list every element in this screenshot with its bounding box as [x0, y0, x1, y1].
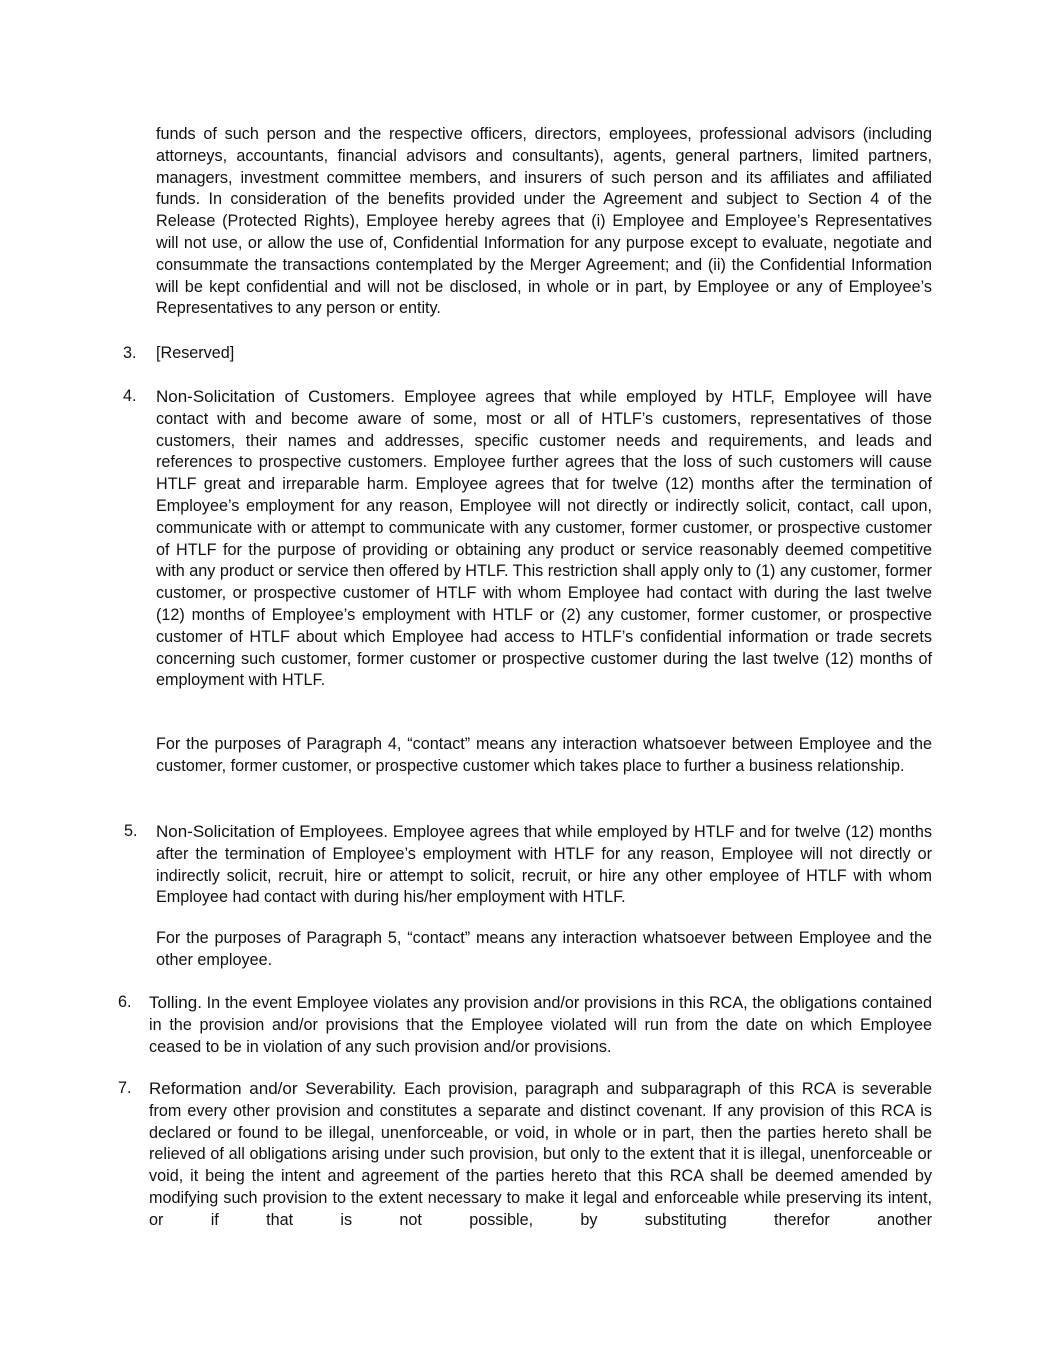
section-6-number: 6.	[118, 993, 132, 1011]
section-6-heading: Tolling.	[149, 993, 202, 1012]
section-7-number: 7.	[118, 1079, 132, 1097]
section-6-body	[149, 992, 932, 1058]
section-5-body	[156, 821, 932, 909]
section-4-number: 4.	[123, 387, 137, 405]
section-5-number: 5.	[124, 822, 138, 840]
section-5-heading: Non-Solicitation of Employees.	[156, 822, 389, 841]
section-7-body	[149, 1078, 932, 1232]
section-3-number: 3.	[123, 344, 137, 362]
section-7-heading: Reformation and/or Severability.	[149, 1079, 397, 1098]
intro-paragraph: funds of such person and the respective officers, directors, employees, professional advisors (including attorneys, accountants, financial advisors and consultants), agents, general partners, limited partners, managers, investment committee members, and insurers of such person and its affiliates and affiliated funds. In consideration of the benefits provided under the Agreement and subject to Section 4 of the Release (Protected Rights), Employee hereby agrees that (i) Employee and Employee’s Representatives will not use, or allow the use of, Confidential Information for any purpose except to evaluate, negotiate and consummate the transactions contemplated by the Merger Agreement; and (ii) the Confidential Information will be kept confidential and will not be disclosed, in whole or in part, by Employee or any of Employee’s Representatives to any person or entity.	[156, 125, 932, 318]
section-7-text: Each provision, paragraph and subparagraph of this RCA is severable from every other provision and constitutes a separate and distinct covenant. If any provision of this RCA is declared or found to be illegal, unenforceable, or void, in whole or in part, then the parties hereto shall be relieved of all obligations arising under such provision, but only to the extent that it is illegal, unenforceable or void, it being the intent and agreement of the parties hereto that this RCA shall be deemed amended by modifying such provision to the extent necessary to make it legal and enforceable while preserving its intent, or if that is not possible, by substituting therefor another	[149, 1080, 932, 1229]
section-5-text: Employee agrees that while employed by HTLF and for twelve (12) months after the termination of Employee’s employment with HTLF for any reason, Employee will not directly or indirectly solicit, recruit, hire or attempt to solicit, recruit, or hire any other employee of HTLF with whom Employee had contact with during his/her employment with HTLF.	[156, 823, 932, 907]
section-3-text: [Reserved]	[156, 344, 235, 362]
section-4-heading: Non-Solicitation of Customers.	[156, 387, 395, 406]
section-4-text: Employee agrees that while employed by HTLF, Employee will have contact with and become aware of some, most or all of HTLF’s customers, representatives of those customers, their names and addresses, specific customer needs and requirements, and leads and references to prospective customers. Employee further agrees that the loss of such customers will cause HTLF great and irreparable harm. Employee agrees that for twelve (12) months after the termination of Employee’s employment for any reason, Employee will not directly or indirectly solicit, contact, call upon, communicate with or attempt to communicate with any customer, former customer, or prospective customer of HTLF for the purpose of providing or obtaining any product or service reasonably deemed competitive with any product or service then offered by HTLF. This restriction shall apply only to (1) any customer, former customer, or prospective customer of HTLF with whom Employee had contact with during the last twelve (12) months of Employee’s employment with HTLF or (2) any customer, former customer, or prospective customer of HTLF about which Employee had access to HTLF’s confidential information or trade secrets concerning such customer, former customer or prospective customer during the last twelve (12) months of employment with HTLF.	[156, 388, 933, 690]
section-4-body	[156, 386, 932, 692]
section-4-note: For the purposes of Paragraph 4, “contact” means any interaction whatsoever between Employee and the customer, former customer, or prospective customer which takes place to further a business relationship.	[156, 735, 932, 775]
section-6-text: In the event Employee violates any provision and/or provisions in this RCA, the obligations contained in the provision and/or provisions that the Employee violated will run from the date on which Employee ceased to be in violation of any such provision and/or provisions.	[149, 994, 932, 1056]
section-5-note: For the purposes of Paragraph 5, “contact” means any interaction whatsoever between Employee and the other employee.	[156, 929, 932, 969]
section-3-body	[156, 343, 932, 365]
